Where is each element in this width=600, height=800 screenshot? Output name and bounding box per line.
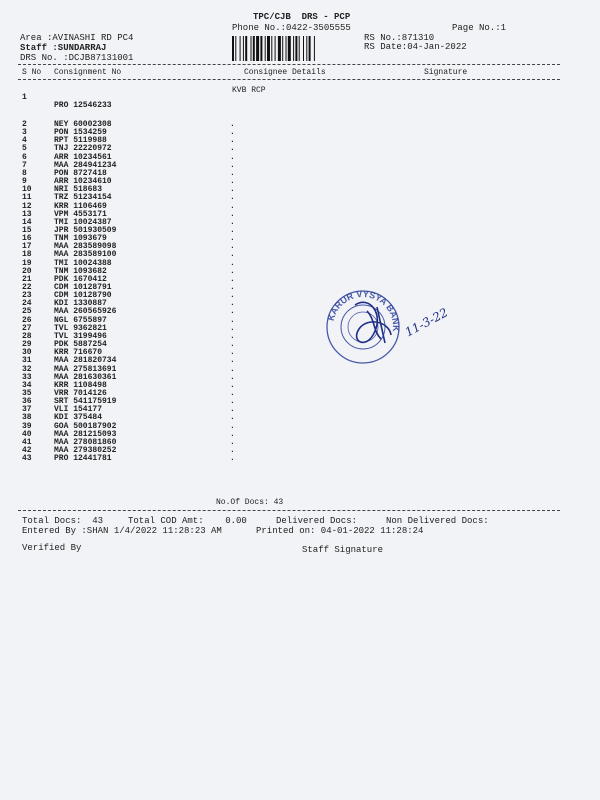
row-sno: 13 bbox=[22, 209, 32, 219]
consignee-placeholder: . bbox=[230, 168, 235, 178]
row-consignment: MAA 281820734 bbox=[54, 356, 117, 366]
row-sno: 34 bbox=[22, 380, 32, 390]
barcode-image bbox=[232, 36, 360, 61]
total-docs: Total Docs: 43 bbox=[22, 516, 104, 526]
row-consignment: TNM 1093679 bbox=[54, 234, 107, 244]
stamp-text: KARUR VYSYA BANK bbox=[325, 288, 402, 332]
consignee-placeholder: . bbox=[230, 372, 235, 382]
report-title: TPC/CJB DRS - PCP bbox=[253, 12, 351, 22]
row-sno: 7 bbox=[22, 160, 27, 170]
consignee-placeholder: . bbox=[230, 356, 235, 366]
divider-line bbox=[18, 64, 560, 65]
row-sno: 16 bbox=[22, 234, 32, 244]
row-sno: 10 bbox=[22, 185, 32, 195]
consignee-placeholder: . bbox=[230, 307, 235, 317]
row-sno: 29 bbox=[22, 340, 32, 350]
row-consignment: MAA 281215093 bbox=[54, 429, 117, 439]
row-sno: 43 bbox=[22, 454, 32, 464]
row-sno: 28 bbox=[22, 331, 32, 341]
row-consignment: GOA 500187902 bbox=[54, 421, 117, 431]
row-sno: 17 bbox=[22, 242, 32, 252]
row-sno: 33 bbox=[22, 372, 32, 382]
printed-on: Printed on: 04-01-2022 11:28:24 bbox=[256, 526, 424, 536]
row-consignment: CDM 10128790 bbox=[54, 291, 112, 301]
row-consignee: KVB RCP bbox=[232, 86, 266, 95]
row-sno: 25 bbox=[22, 307, 32, 317]
row-consignment: PDK 1670412 bbox=[54, 274, 107, 284]
consignee-placeholder: . bbox=[230, 380, 235, 390]
row-consignment: KRR 1106469 bbox=[54, 201, 107, 211]
row-sno: 15 bbox=[22, 225, 32, 235]
row-consignment: RPT 5119988 bbox=[54, 136, 107, 146]
rs-date: RS Date:04-Jan-2022 bbox=[364, 42, 467, 52]
row-consignment: PON 8727418 bbox=[54, 168, 107, 178]
row-consignment: KRR 1108498 bbox=[54, 380, 107, 390]
entered-by: Entered By :SHAN 1/4/2022 11:28:23 AM bbox=[22, 526, 222, 536]
consignee-placeholder: . bbox=[230, 429, 235, 439]
row-consignment: PON 1534259 bbox=[54, 128, 107, 138]
row-sno: 12 bbox=[22, 201, 32, 211]
row-sno: 14 bbox=[22, 217, 32, 227]
row-consignment: VPM 4553171 bbox=[54, 209, 107, 219]
page-number: Page No.:1 bbox=[452, 23, 507, 33]
row-sno: 31 bbox=[22, 356, 32, 366]
consignee-placeholder: . bbox=[230, 217, 235, 227]
row-sno: 42 bbox=[22, 446, 32, 455]
row-consignment: CDM 10128791 bbox=[54, 283, 112, 292]
row-sno: 22 bbox=[22, 283, 32, 292]
consignee-placeholder: . bbox=[230, 177, 235, 187]
row-sno: 8 bbox=[22, 168, 27, 178]
consignee-placeholder: . bbox=[230, 209, 235, 219]
row-consignment: TRZ 51234154 bbox=[54, 193, 112, 203]
svg-text:KARUR VYSYA BANK bbox=[326, 289, 401, 332]
consignee-placeholder: . bbox=[230, 340, 235, 350]
row-sno: 3 bbox=[22, 128, 27, 138]
row-sno: 40 bbox=[22, 429, 32, 439]
row-sno: 41 bbox=[22, 437, 32, 447]
row-sno: 19 bbox=[22, 258, 32, 268]
staff-signature: Staff Signature bbox=[302, 545, 384, 555]
row-sno: 6 bbox=[22, 152, 27, 162]
consignee-placeholder: . bbox=[230, 454, 235, 464]
row-sno: 5 bbox=[22, 144, 27, 154]
row-sno: 32 bbox=[22, 364, 32, 374]
row-sno: 18 bbox=[22, 250, 32, 260]
consignee-placeholder: . bbox=[230, 266, 235, 276]
column-header-signature: Signature bbox=[424, 68, 468, 77]
row-consignment: PDK 5887254 bbox=[54, 340, 107, 350]
delivered-docs: Delivered Docs: bbox=[276, 516, 358, 526]
consignee-placeholder: . bbox=[230, 152, 235, 162]
consignee-placeholder: . bbox=[230, 201, 235, 211]
row-consignment: TVL 3199496 bbox=[54, 331, 107, 341]
row-consignment: TMI 10024387 bbox=[54, 217, 112, 227]
row-consignment: VRR 7014126 bbox=[54, 388, 107, 398]
staff-label: Staff :SUNDARRAJ bbox=[20, 43, 107, 53]
row-consignment: PRO 12441781 bbox=[54, 454, 112, 464]
total-cod-amount: Total COD Amt: 0.00 bbox=[128, 516, 247, 526]
row-consignment: ARR 10234610 bbox=[54, 177, 112, 187]
row-consignment: TMI 10024388 bbox=[54, 258, 112, 268]
row-consignment: KRR 716670 bbox=[54, 348, 103, 358]
consignee-placeholder: . bbox=[230, 242, 235, 252]
consignee-placeholder: . bbox=[230, 446, 235, 455]
row-sno: 27 bbox=[22, 323, 32, 333]
row-sno: 26 bbox=[22, 315, 32, 325]
row-consignment: MAA 283589100 bbox=[54, 250, 117, 260]
row-sno: 35 bbox=[22, 388, 32, 398]
row-consignment: MAA 279380252 bbox=[54, 446, 117, 455]
row-consignment: ARR 10234561 bbox=[54, 152, 112, 162]
row-consignment: KDI 1330887 bbox=[54, 299, 107, 309]
row-consignment: TVL 9362821 bbox=[54, 323, 107, 333]
consignee-placeholder: . bbox=[230, 144, 235, 154]
row-sno: 23 bbox=[22, 291, 32, 301]
column-header-sno: S No bbox=[22, 68, 42, 77]
row-sno: 37 bbox=[22, 405, 32, 415]
drs-number: DRS No. :DCJB87131001 bbox=[20, 53, 134, 63]
row-sno: 21 bbox=[22, 274, 32, 284]
row-consignment: KDI 375484 bbox=[54, 413, 103, 423]
area-label: Area :AVINASHI RD PC4 bbox=[20, 33, 134, 43]
row-consignment: MAA 281630361 bbox=[54, 372, 117, 382]
row-consignment: MAA 284941234 bbox=[54, 160, 117, 170]
row-consignment: VLI 154177 bbox=[54, 405, 103, 415]
row-consignment: MAA 283589098 bbox=[54, 242, 117, 252]
divider-line bbox=[18, 510, 560, 511]
row-sno: 20 bbox=[22, 266, 32, 276]
column-header-consignment: Consignment No bbox=[54, 68, 122, 77]
row-sno: 39 bbox=[22, 421, 32, 431]
consignee-placeholder: . bbox=[230, 299, 235, 309]
consignee-placeholder: . bbox=[230, 291, 235, 301]
consignee-placeholder: . bbox=[230, 250, 235, 260]
row-sno: 9 bbox=[22, 177, 27, 187]
consignee-placeholder: . bbox=[230, 283, 235, 292]
row-consignment: NGL 6755897 bbox=[54, 315, 107, 325]
consignee-placeholder: . bbox=[230, 225, 235, 235]
row-sno: 38 bbox=[22, 413, 32, 423]
consignee-placeholder: . bbox=[230, 421, 235, 431]
bank-stamp bbox=[315, 285, 465, 370]
row-sno: 11 bbox=[22, 193, 32, 203]
consignee-placeholder: . bbox=[230, 364, 235, 374]
phone-number: Phone No.:0422-3505555 bbox=[232, 23, 351, 33]
consignee-placeholder: . bbox=[230, 128, 235, 138]
row-sno: 36 bbox=[22, 397, 32, 407]
consignee-placeholder: . bbox=[230, 331, 235, 341]
consignee-placeholder: . bbox=[230, 234, 235, 244]
consignee-placeholder: . bbox=[230, 413, 235, 423]
consignee-placeholder: . bbox=[230, 348, 235, 358]
row-consignment: JPR 501930509 bbox=[54, 225, 117, 235]
row-sno: 4 bbox=[22, 136, 27, 146]
column-header-consignee: Consignee Details bbox=[244, 68, 326, 77]
non-delivered-docs: Non Delivered Docs: bbox=[386, 516, 489, 526]
row-consignment: SRT 541175919 bbox=[54, 397, 117, 407]
consignee-placeholder: . bbox=[230, 315, 235, 325]
row-consignment: MAA 278081860 bbox=[54, 437, 117, 447]
table-row bbox=[22, 86, 112, 110]
row-consignment: MAA 260565926 bbox=[54, 307, 117, 317]
consignee-placeholder: . bbox=[230, 437, 235, 447]
consignee-placeholder: . bbox=[230, 388, 235, 398]
row-sno: 30 bbox=[22, 348, 32, 358]
row-consignment: NRI 518683 bbox=[54, 185, 103, 195]
row-consignment: NEY 60002308 bbox=[54, 120, 112, 129]
row-consignment: MAA 275813691 bbox=[54, 364, 117, 374]
signature-date: 11-3-22 bbox=[402, 305, 451, 340]
row-consignment: TNJ 22220972 bbox=[54, 144, 112, 154]
consignee-placeholder: . bbox=[230, 323, 235, 333]
rs-number: RS No.:871310 bbox=[364, 33, 435, 43]
consignee-placeholder: . bbox=[230, 120, 235, 129]
verified-by: Verified By bbox=[22, 543, 82, 553]
consignee-placeholder: . bbox=[230, 397, 235, 407]
row-consignment: TNM 1093682 bbox=[54, 266, 107, 276]
consignee-placeholder: . bbox=[230, 136, 235, 146]
consignee-placeholder: . bbox=[230, 185, 235, 195]
divider-line bbox=[18, 79, 560, 80]
row-sno: 2 bbox=[22, 120, 27, 129]
consignee-placeholder: . bbox=[230, 405, 235, 415]
row-sno: 1 bbox=[22, 93, 27, 102]
consignee-placeholder: . bbox=[230, 274, 235, 284]
row-sno: 24 bbox=[22, 299, 32, 309]
consignee-placeholder: . bbox=[230, 160, 235, 170]
consignee-placeholder: . bbox=[230, 193, 235, 203]
row-consignment: PRO 12546233 bbox=[54, 101, 112, 110]
no-of-docs: No.Of Docs: 43 bbox=[216, 498, 284, 507]
consignee-placeholder: . bbox=[230, 258, 235, 268]
